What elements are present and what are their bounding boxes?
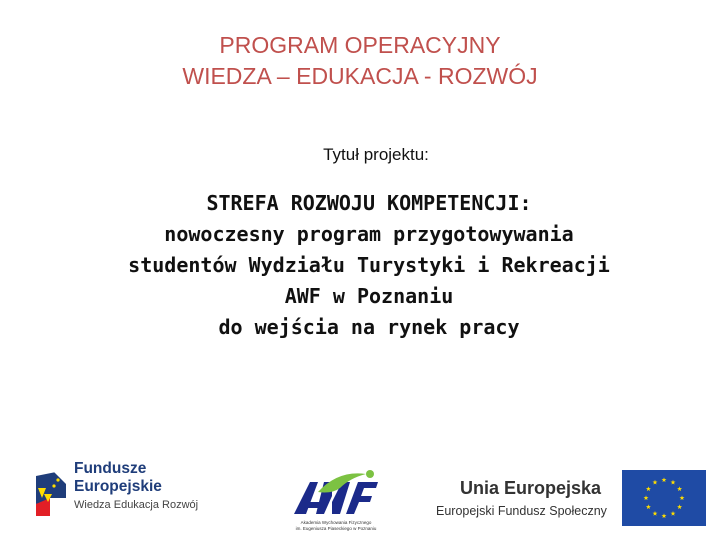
project-title-line: do wejścia na rynek pracy — [218, 315, 520, 339]
unia-europejska-logo — [436, 468, 710, 528]
project-title-line: AWF w Poznaniu — [284, 284, 454, 308]
awf-caption-line2: im. Eugeniusza Piaseckiego w Poznaniu — [295, 526, 377, 531]
logo-bar — [0, 452, 720, 540]
fundusze-line1: Fundusze — [74, 460, 147, 477]
fundusze-europejskie-logo — [30, 458, 200, 526]
program-title — [0, 30, 720, 92]
project-title-line: nowoczesny program przygotowywania — [164, 222, 574, 246]
eu-flag-icon — [622, 470, 706, 526]
fundusze-text — [74, 460, 198, 514]
awf-logo — [288, 462, 384, 534]
fundusze-line3: Wiedza Edukacja Rozwój — [74, 499, 199, 511]
awf-caption — [288, 520, 384, 532]
ue-title: Unia Europejska — [460, 478, 602, 498]
awf-emblem-icon — [288, 462, 384, 520]
project-title-line: STREFA ROZWOJU KOMPETENCJI: — [206, 191, 532, 215]
program-title-line1: PROGRAM OPERACYJNY — [219, 32, 501, 58]
project-title — [0, 188, 720, 343]
ue-subtitle: Europejski Fundusz Społeczny — [436, 504, 607, 518]
fundusze-emblem-icon — [30, 458, 72, 520]
fundusze-line2: Europejskie — [74, 478, 162, 495]
awf-caption-line1: Akademia Wychowania Fizycznego — [300, 520, 372, 525]
program-title-line2: WIEDZA – EDUKACJA - ROZWÓJ — [182, 63, 538, 89]
project-title-line: studentów Wydziału Turystyki i Rekreacji — [128, 253, 610, 277]
project-label: Tytuł projektu: — [323, 145, 429, 164]
